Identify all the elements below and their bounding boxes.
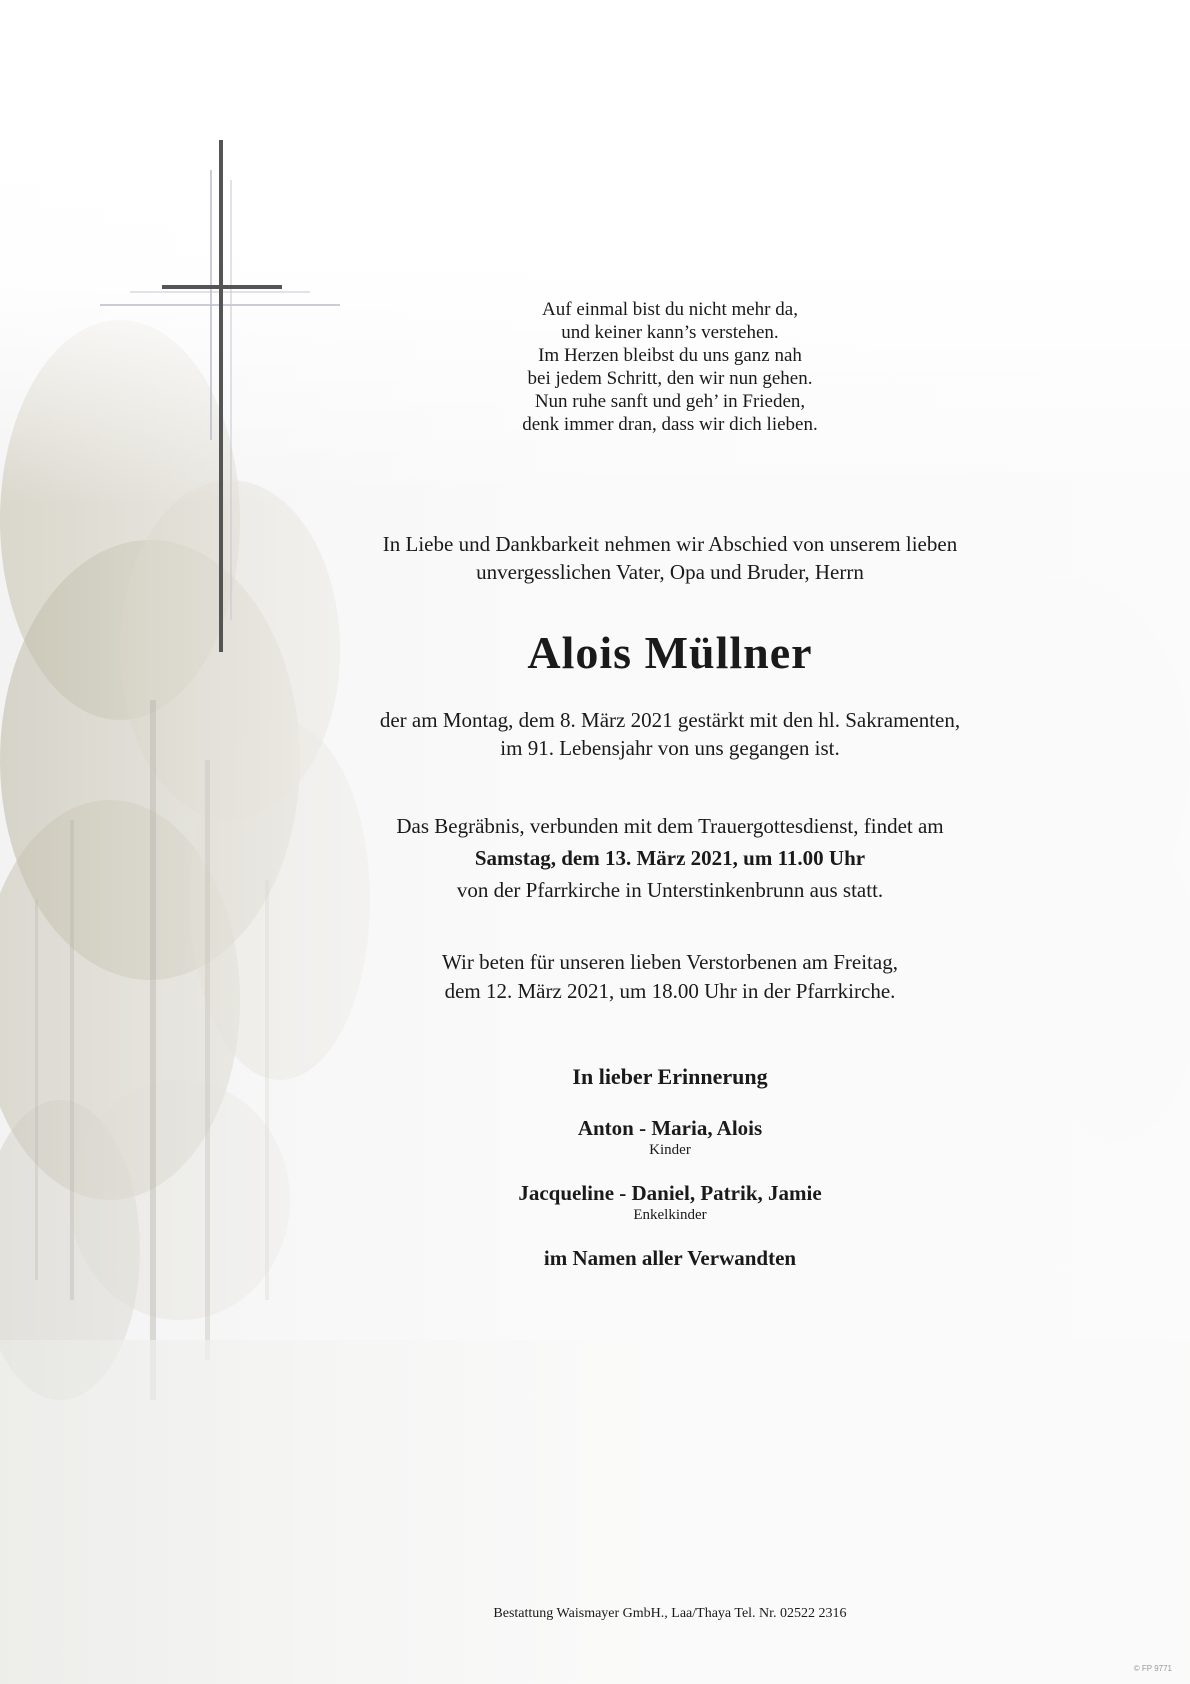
deceased-name: Alois Müllner bbox=[527, 627, 813, 678]
family-names: Anton - Maria, Alois bbox=[577, 1116, 763, 1140]
prayer-info bbox=[300, 948, 1040, 1006]
intro-line: unvergesslichen Vater, Opa und Bruder, Herrn bbox=[476, 560, 864, 584]
funeral-info bbox=[300, 810, 1040, 906]
poem-line: denk immer dran, dass wir dich lieben. bbox=[522, 414, 818, 435]
funeral-location: von der Pfarrkirche in Unterstinkenbrunn aus statt. bbox=[456, 878, 884, 902]
funeral-line: Das Begräbnis, verbunden mit dem Trauergottesdienst, findet am bbox=[396, 814, 944, 838]
death-line: im 91. Lebensjahr von uns gegangen ist. bbox=[500, 736, 840, 760]
family-group-grandchildren bbox=[300, 1180, 1040, 1224]
family-role: Enkelkinder bbox=[633, 1207, 707, 1223]
death-line: der am Montag, dem 8. März 2021 gestärkt mit den hl. Sakramenten, bbox=[379, 708, 961, 732]
family-names: Jacqueline - Daniel, Patrik, Jamie bbox=[518, 1181, 822, 1205]
poem-line: Nun ruhe sanft und geh’ in Frieden, bbox=[534, 391, 806, 412]
prayer-line: dem 12. März 2021, um 18.00 Uhr in der Pfarrkirche. bbox=[444, 979, 896, 1003]
poem-line: und keiner kann’s verstehen. bbox=[561, 322, 779, 343]
memory-heading: In lieber Erinnerung bbox=[572, 1064, 768, 1089]
poem-line: Im Herzen bleibst du uns ganz nah bbox=[538, 345, 802, 366]
intro-line: In Liebe und Dankbarkeit nehmen wir Abschied von unserem lieben bbox=[382, 532, 958, 556]
death-notice bbox=[300, 706, 1040, 762]
poem-line: Auf einmal bist du nicht mehr da, bbox=[542, 299, 798, 320]
memorial-poem bbox=[300, 298, 1040, 436]
family-role: Kinder bbox=[649, 1142, 691, 1158]
print-code: © FP 9771 bbox=[1133, 1664, 1172, 1673]
funeral-home-footer: Bestattung Waismayer GmbH., Laa/Thaya Tel. Nr. 02522 2316 bbox=[493, 1606, 847, 1621]
closing-line: im Namen aller Verwandten bbox=[543, 1246, 797, 1270]
poem-line: bei jedem Schritt, den wir nun gehen. bbox=[527, 368, 813, 389]
prayer-line: Wir beten für unseren lieben Verstorbenen am Freitag, bbox=[442, 950, 898, 974]
funeral-date: Samstag, dem 13. März 2021, um 11.00 Uhr bbox=[474, 846, 866, 870]
farewell-intro bbox=[300, 530, 1040, 586]
family-group-children bbox=[300, 1115, 1040, 1159]
